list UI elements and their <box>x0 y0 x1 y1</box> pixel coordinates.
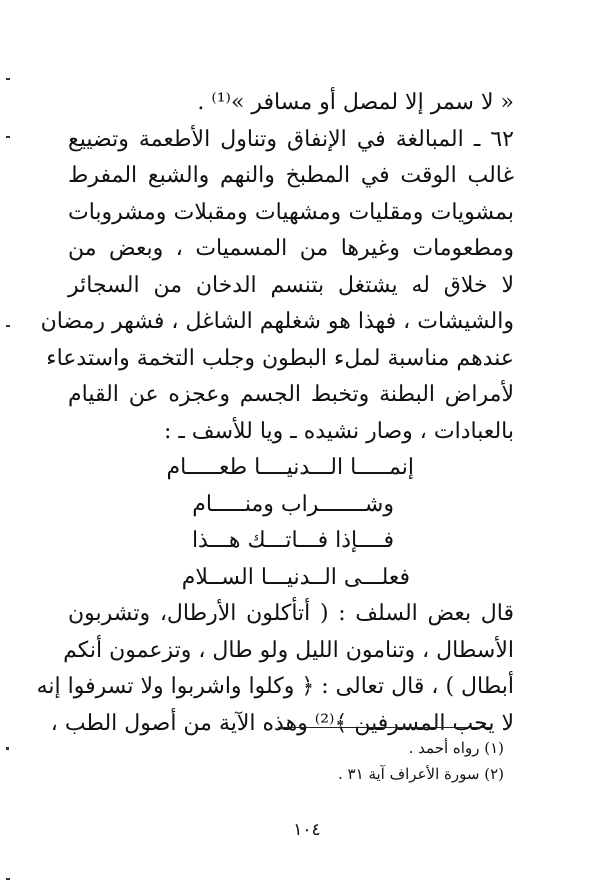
text-line: غالب الوقت في المطبخ والنهم والشبع المفرط <box>68 163 514 188</box>
body-text <box>36 85 514 742</box>
margin-mark <box>6 78 10 80</box>
text-line: قال بعض السلف : ( أتأكلون الأرطال، وتشربون <box>68 601 514 626</box>
text-line: والشيشات ، فهذا هو شغلهم الشاغل ، فشهر رمضان <box>40 309 514 334</box>
text-line: لا خلاق له يشتغل بتنسم الدخان من السجائر <box>68 272 514 298</box>
text-line: « لا سمر إلا لمصل أو مسافر »⁽¹⁾ . <box>197 90 514 115</box>
footnote-1: (١) رواه أحمد . <box>408 739 504 757</box>
text-line: بالعبادات ، وصار نشيده ـ ويا للأسف ـ : <box>163 418 514 444</box>
text-line: ومطعومات وغيرها من المسميات ، وبعض من <box>68 236 514 261</box>
text-line: لا يحب المسرفين ﴾⁽²⁾ وهذه الآية من أصول الطب ، <box>50 710 514 736</box>
text-line: بمشويات ومقليات ومشهيات ومقبلات ومشروبات <box>68 199 514 225</box>
text-line: لأمراض البطنة وتخبط الجسم وعجزه عن القيام <box>68 382 514 407</box>
footnotes <box>104 735 504 787</box>
page-number: ١٠٤ <box>293 820 321 840</box>
margin-mark <box>6 136 10 138</box>
poem-verse: فعلـــى الــدنيـــا الســلام <box>181 564 410 590</box>
footnote-separator <box>278 727 491 728</box>
footnote-2: (٢) سورة الأعراف آية ٣١ . <box>338 765 504 783</box>
text-line: الأسطال ، وتنامون الليل ولو طال ، وتزعمون أنكم <box>63 637 514 663</box>
margin-mark <box>6 878 10 880</box>
text-line: عندهم مناسبة لملء البطون وجلب التخمة واستدعاء <box>46 345 514 371</box>
text-line: أبطال ) ، قال تعالى : ﴿ وكلوا واشربوا ولا تسرفوا إنه <box>36 674 514 699</box>
text-line: ٦٢ ـ المبالغة في الإنفاق وتناول الأطعمة وتضييع <box>68 126 514 152</box>
poem-verse: وشـــــــراب ومنـــــام <box>192 491 394 517</box>
poem-verse: إنمـــــا الـــدنيــــا طعـــــام <box>166 455 414 480</box>
poem-verse: فــــإذا فـــاتـــك هـــذا <box>191 528 394 553</box>
margin-mark <box>6 325 10 327</box>
margin-mark <box>6 747 9 750</box>
